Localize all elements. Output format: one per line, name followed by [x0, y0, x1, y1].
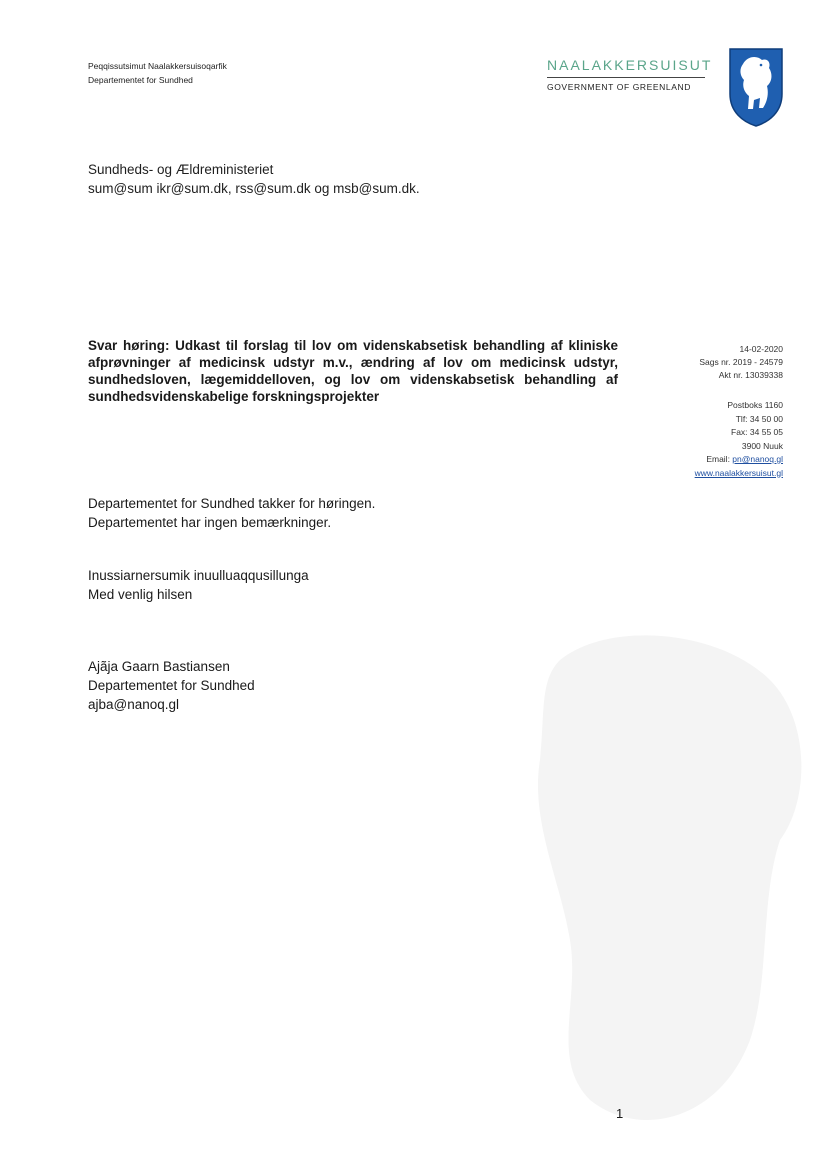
polar-bear-crest-icon	[727, 46, 785, 128]
reference-block	[699, 343, 783, 382]
sender-block	[88, 59, 227, 87]
closing-danish: Med venlig hilsen	[88, 587, 193, 602]
letter-date: 14-02-2020	[739, 344, 783, 354]
body-line-thanks: Departementet for Sundhed takker for høringen.	[88, 496, 376, 511]
recipient-emails: sum@sum ikr@sum.dk, rss@sum.dk og msb@sum.dk.	[88, 181, 420, 196]
recipient-name: Sundheds- og Ældreministeriet	[88, 162, 274, 177]
sender-ministry: Peqqissutsimut Naalakkersuisoqarfik	[88, 61, 227, 71]
phone-number: Tlf: 34 50 00	[735, 413, 783, 424]
signature-block	[88, 657, 255, 714]
brand-subtitle: GOVERNMENT OF GREENLAND	[547, 82, 691, 92]
city: 3900 Nuuk	[741, 440, 783, 451]
brand-divider	[547, 77, 705, 78]
po-box: Postboks 1160	[727, 400, 783, 410]
page-number: 1	[616, 1106, 624, 1121]
website-link[interactable]: www.naalakkersuisut.gl	[694, 467, 783, 478]
letter-body	[88, 494, 375, 532]
signatory-name: Ajãja Gaarn Bastiansen	[88, 659, 230, 674]
brand-logo	[547, 56, 713, 92]
closing-greenlandic: Inussiarnersumik inuulluaqqusillunga	[88, 568, 309, 583]
fax-number: Fax: 34 55 05	[731, 427, 783, 437]
contact-email-link[interactable]: pn@nanoq.gl	[732, 454, 783, 464]
signatory-email: ajba@nanoq.gl	[88, 697, 180, 712]
email-label: Email:	[706, 454, 733, 464]
recipient-block	[88, 160, 420, 198]
contact-block	[695, 399, 783, 480]
case-number: Sags nr. 2019 - 24579	[699, 357, 783, 367]
brand-name: NAALAKKERSUISUT	[547, 57, 713, 73]
closing-block	[88, 566, 309, 604]
body-line-remarks: Departementet har ingen bemærkninger.	[88, 515, 332, 530]
document-number: Akt nr. 13039338	[718, 370, 783, 380]
signatory-department: Departementet for Sundhed	[88, 678, 255, 693]
sender-department: Departementet for Sundhed	[88, 75, 193, 85]
subject-heading: Svar høring: Udkast til forslag til lov om videnskabsetisk behandling af kliniske afprøvninger af medicinsk udstyr m.v., ændring af lov om medicinsk udstyr, sundhedsloven, lægemiddelloven, og lov om videnskabsetisk behandling af sundhedsvidenskabelige forskningsprojekter	[88, 338, 618, 404]
watermark-bear-icon	[520, 600, 820, 1160]
email-row	[695, 453, 783, 467]
